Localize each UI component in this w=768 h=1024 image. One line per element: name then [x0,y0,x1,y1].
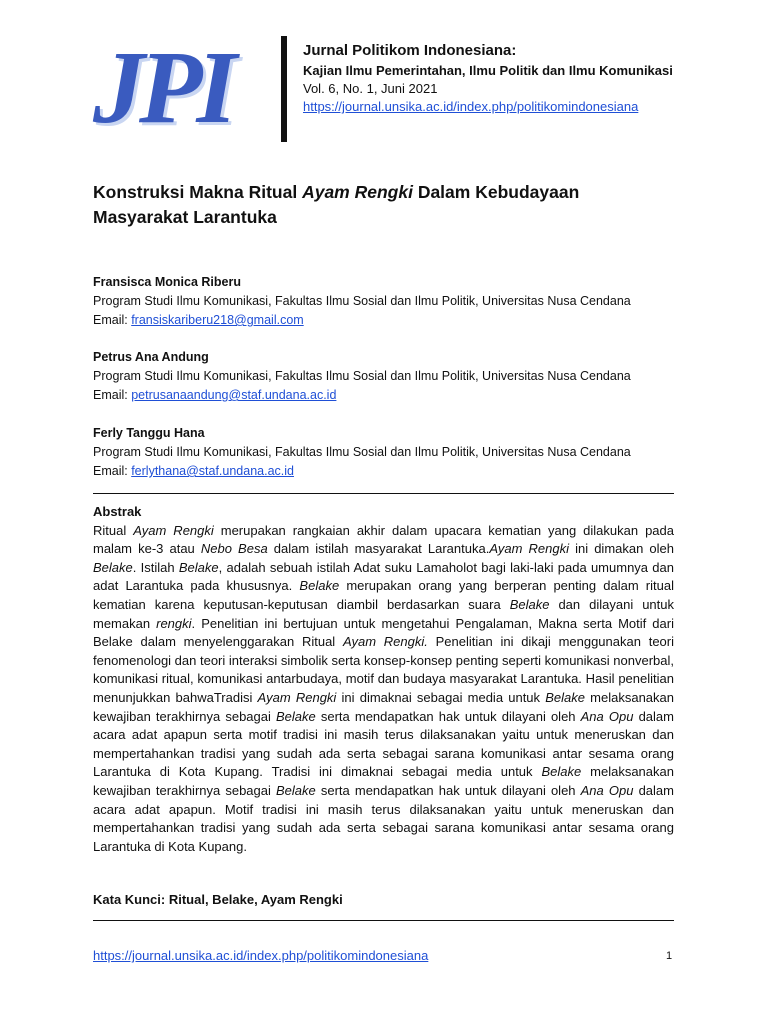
author-block [93,273,683,330]
journal-title: Jurnal Politikom Indonesiana: [303,42,517,59]
abstract-italic-term: Ayam Rengki [133,522,214,538]
abstract-italic-term: rengki [156,615,192,631]
author-email-link[interactable]: petrusanaandung@staf.undana.ac.id [131,388,337,402]
abstract-text: , adalah sebuah istilah Adat suku Lamaholot bagi laki-laki pada umumnya dan adat Larantuka pada khususnya. [93,559,674,594]
abstract-text: serta mendapatkan hak untuk dilayani oleh [315,782,581,798]
abstract-text: serta mendapatkan hak untuk dilayani oleh [315,708,581,724]
abstract-body [93,522,674,857]
logo-text: JPI [93,30,231,145]
abstract-heading: Abstrak [93,504,142,519]
author-affiliation: Program Studi Ilmu Komunikasi, Fakultas Ilmu Sosial dan Ilmu Politik, Universitas Nusa Cendana [93,369,631,383]
abstract-italic-term: Belake [276,782,316,798]
abstract-text: dalam acara adat apapun serta motif tradisi ini masih terus dilaksanakan yaitu untuk meneruskan dan mempertahankan tradisi yang sudah ada serta sebagai sarana komunikasi antar sesama orang Larantuka di Kota Kupang. Tradisi ini dimaknai sebagai media untuk [93,708,674,780]
author-email-link[interactable]: fransiskariberu218@gmail.com [131,313,304,327]
author-name: Petrus Ana Andung [93,350,209,364]
journal-logo [93,30,273,154]
abstract-italic-term: Ayam Rengki [489,541,570,557]
header-divider [281,36,287,142]
abstract-italic-term: Belake [545,689,585,705]
abstract-italic-term: Belake [299,578,340,594]
journal-subtitle: Kajian Ilmu Pemerintahan, Ilmu Politik dan Ilmu Komunikasi [303,63,673,78]
abstract-text: merupakan orang yang berperan penting dalam ritual kematian karena keputusan-keputusan diambil berdasarkan suara [93,578,674,612]
abstract-text: Penelitian ini dikaji menggunakan teori fenomenologi dan teori interaksi simbolik serta konsep-konsep penting seperti komunikasi nonverbal, komunikasi ritual, komunikasi antarbudaya, motif dan budaya masyarakat Larantuka. Hasil penelitian menunjukkan bahwaTradisi [93,634,674,705]
email-label: Email: [93,313,132,327]
journal-url-link[interactable]: https://journal.unsika.ac.id/index.php/politikomindonesiana [303,99,639,114]
abstract-text: ini dimaknai sebagai media untuk [336,689,546,705]
email-label: Email: [93,464,132,478]
abstract-italic-term: Ayam Rengki [257,689,337,705]
abstract-text: dalam acara adat apapun. Motif tradisi ini masih terus dilaksanakan yaitu untuk meneruskan dan mempertahankan tradisi yang sudah ada serta sebagai sarana komunikasi antar sesama orang Larantuka di Kota Kupang. [93,782,674,854]
abstract-italic-term: Belake [541,764,582,780]
abstract-text: melaksanakan kewajiban terakhirnya sebagai [93,689,674,724]
abstract-text: merupakan rangkaian akhir dalam upacara kematian yang dilakukan pada malam ke-3 atau [93,522,674,557]
abstract-text: dalam istilah masyarakat Larantuka. [267,541,490,557]
author-email-line [93,462,683,481]
abstract-italic-term: Ayam Rengki. [342,634,428,650]
author-email-line [93,386,683,405]
abstract-italic-term: Belake [178,559,219,575]
abstract-text: melaksanakan kewajiban terakhirnya sebagai [93,764,674,798]
page-number: 1 [666,950,673,962]
journal-header [303,42,675,116]
article-title-italic: Ayam Rengki [302,182,413,202]
article-title-part1: Konstruksi Makna Ritual [93,182,303,202]
abstract-text: ini dimakan oleh [569,541,675,557]
abstract-text: . Penelitian ini bertujuan untuk mengetahui Pengalaman, Makna serta Motif dari Belake dalam menyelenggarakan Ritual [93,615,674,650]
abstract-italic-term: Ana Opu [580,708,634,724]
author-block [93,424,683,481]
article-title [93,180,653,230]
keywords: Kata Kunci: Ritual, Belake, Ayam Rengki [93,892,343,907]
author-affiliation: Program Studi Ilmu Komunikasi, Fakultas Ilmu Sosial dan Ilmu Politik, Universitas Nusa Cendana [93,294,631,308]
abstract-text: dan dilayani untuk memakan [93,596,674,631]
author-affiliation: Program Studi Ilmu Komunikasi, Fakultas Ilmu Sosial dan Ilmu Politik, Universitas Nusa Cendana [93,445,631,459]
abstract-italic-term: Belake [276,708,316,724]
article-title-part2: Dalam Kebudayaan Masyarakat Larantuka [93,182,580,227]
journal-volume: Vol. 6, No. 1, Juni 2021 [303,81,438,96]
author-email-link[interactable]: ferlythana@staf.undana.ac.id [131,464,294,478]
abstract-italic-term: Belake [509,596,550,612]
author-name: Fransisca Monica Riberu [93,275,241,289]
abstract-text: . Istilah [132,559,179,575]
abstract-text: Ritual [93,522,134,538]
abstract-italic-term: Ana Opu [580,782,634,798]
email-label: Email: [93,388,132,402]
divider-bottom [93,920,674,921]
author-block [93,348,683,405]
abstract-section [93,503,674,856]
divider-top [93,493,674,494]
abstract-italic-term: Belake [93,559,133,575]
author-email-line [93,311,683,330]
abstract-italic-term: Nebo Besa [200,541,268,557]
author-name: Ferly Tanggu Hana [93,426,205,440]
footer-url-link[interactable]: https://journal.unsika.ac.id/index.php/politikomindonesiana [93,948,429,963]
